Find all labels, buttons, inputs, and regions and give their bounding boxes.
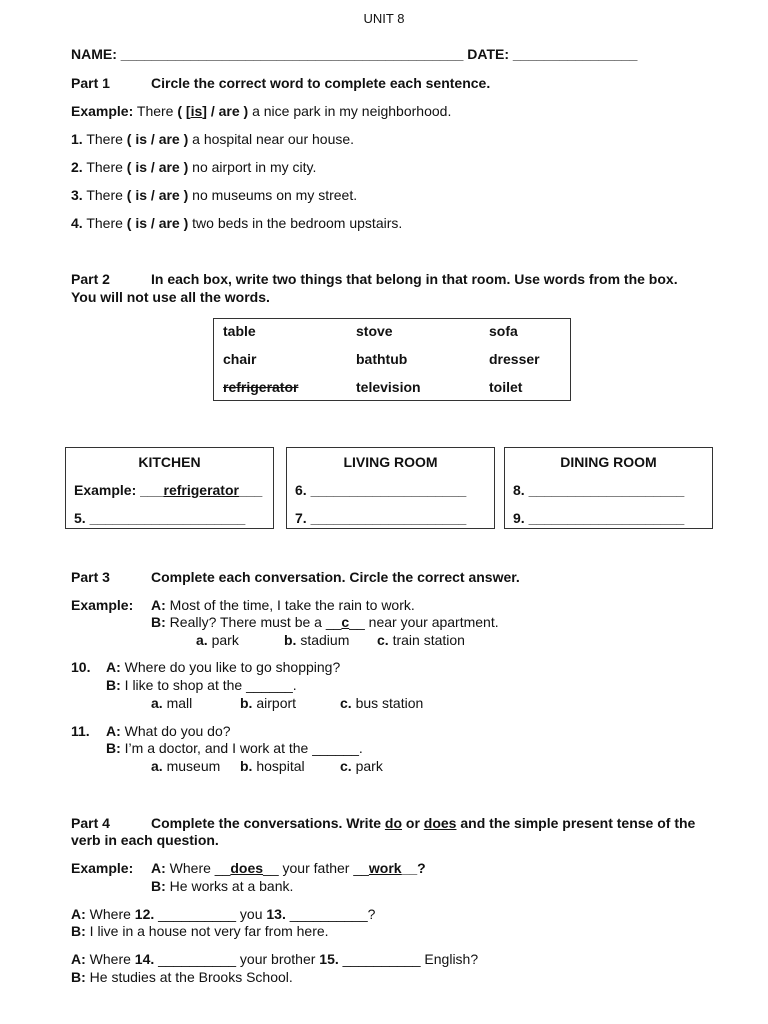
word: toilet	[489, 379, 523, 395]
part1-item[interactable]: 4. There ( is / are ) two beds in the bedroom upstairs.	[71, 215, 403, 231]
part3-example-label: Example:	[71, 597, 134, 613]
part1-item[interactable]: 3. There ( is / are ) no museums on my street.	[71, 187, 358, 203]
part4-example-b: B: He works at a bank.	[151, 878, 294, 894]
kitchen-example: Example: ___refrigerator___	[74, 482, 263, 498]
q14-15-b: B: He studies at the Brooks School.	[71, 969, 293, 985]
living-room-title: LIVING ROOM	[343, 454, 438, 470]
q12-13-a[interactable]: A: Where 12. __________ you 13. __________?	[71, 906, 376, 922]
part1-instruction: Circle the correct word to complete each sentence.	[151, 75, 491, 91]
q11-option-a[interactable]: a. museum	[151, 758, 221, 774]
q11-b: B: I’m a doctor, and I work at the ______.	[106, 740, 363, 756]
q10-option-c[interactable]: c. bus station	[340, 695, 424, 711]
word-box	[213, 318, 571, 401]
part3-example-option: c. train station	[377, 632, 465, 648]
part2-instruction-line2: You will not use all the words.	[71, 289, 270, 305]
word: bathtub	[356, 351, 408, 367]
word: stove	[356, 323, 393, 339]
word: table	[223, 323, 256, 339]
part2-instruction: In each box, write two things that belong in that room. Use words from the box.	[151, 271, 678, 287]
q10-option-b[interactable]: b. airport	[240, 695, 297, 711]
q12-13-b: B: I live in a house not very far from here.	[71, 923, 329, 939]
part1-item[interactable]: 2. There ( is / are ) no airport in my city.	[71, 159, 317, 175]
part1-item[interactable]: 1. There ( is / are ) a hospital near our house.	[71, 131, 355, 147]
living-room-answer-7[interactable]: 7. ____________________	[295, 510, 467, 526]
example-answer: is	[190, 103, 203, 119]
q11-a: A: What do you do?	[106, 723, 231, 739]
part4-example-a: A: Where __does__ your father __work__?	[151, 860, 426, 876]
part3-example-option: a. park	[196, 632, 239, 648]
dining-room-answer-9[interactable]: 9. ____________________	[513, 510, 685, 526]
living-room-box	[286, 447, 495, 529]
date-blank[interactable]: ________________	[512, 46, 638, 62]
kitchen-answer-5[interactable]: 5. ____________________	[74, 510, 246, 526]
date-label: DATE:	[467, 46, 509, 62]
dining-room-title: DINING ROOM	[560, 454, 657, 470]
kitchen-box	[65, 447, 274, 529]
part4-instruction-line2: verb in each question.	[71, 832, 219, 848]
part3-instruction: Complete each conversation. Circle the correct answer.	[151, 569, 520, 585]
q11-option-b[interactable]: b. hospital	[240, 758, 305, 774]
dining-room-box	[504, 447, 713, 529]
word: sofa	[489, 323, 518, 339]
part4-instruction: Complete the conversations. Write do or does and the simple present tense of the	[151, 815, 696, 831]
q14-15-a[interactable]: A: Where 14. __________ your brother 15. __________ English?	[71, 951, 479, 967]
part3-label: Part 3	[71, 569, 110, 585]
part4-label: Part 4	[71, 815, 110, 831]
name-label: NAME:	[71, 46, 117, 62]
part3-example-b: B: Really? There must be a __c__ near your apartment.	[151, 614, 499, 630]
part1-label: Part 1	[71, 75, 110, 91]
q10-option-a[interactable]: a. mall	[151, 695, 193, 711]
part2-label: Part 2	[71, 271, 110, 287]
living-room-answer-6[interactable]: 6. ____________________	[295, 482, 467, 498]
word-crossed-out: refrigerator	[223, 379, 299, 395]
q11-option-c[interactable]: c. park	[340, 758, 383, 774]
part3-example-a: A: Most of the time, I take the rain to work.	[151, 597, 415, 613]
word: chair	[223, 351, 257, 367]
part1-example: Example: There ( [is] / are ) a nice park in my neighborhood.	[71, 103, 452, 119]
word: television	[356, 379, 421, 395]
name-blank[interactable]: ____________________________________________	[120, 46, 464, 62]
q11-number: 11.	[71, 723, 90, 739]
q10-number: 10.	[71, 659, 91, 675]
part4-example-label: Example:	[71, 860, 134, 876]
q10-b: B: I like to shop at the ______.	[106, 677, 297, 693]
name-date-line	[71, 46, 637, 62]
part3-example-option: b. stadium	[284, 632, 350, 648]
q10-a: A: Where do you like to go shopping?	[106, 659, 341, 675]
unit-title: UNIT 8	[363, 11, 405, 26]
dining-room-answer-8[interactable]: 8. ____________________	[513, 482, 685, 498]
kitchen-title: KITCHEN	[138, 454, 201, 470]
word: dresser	[489, 351, 540, 367]
